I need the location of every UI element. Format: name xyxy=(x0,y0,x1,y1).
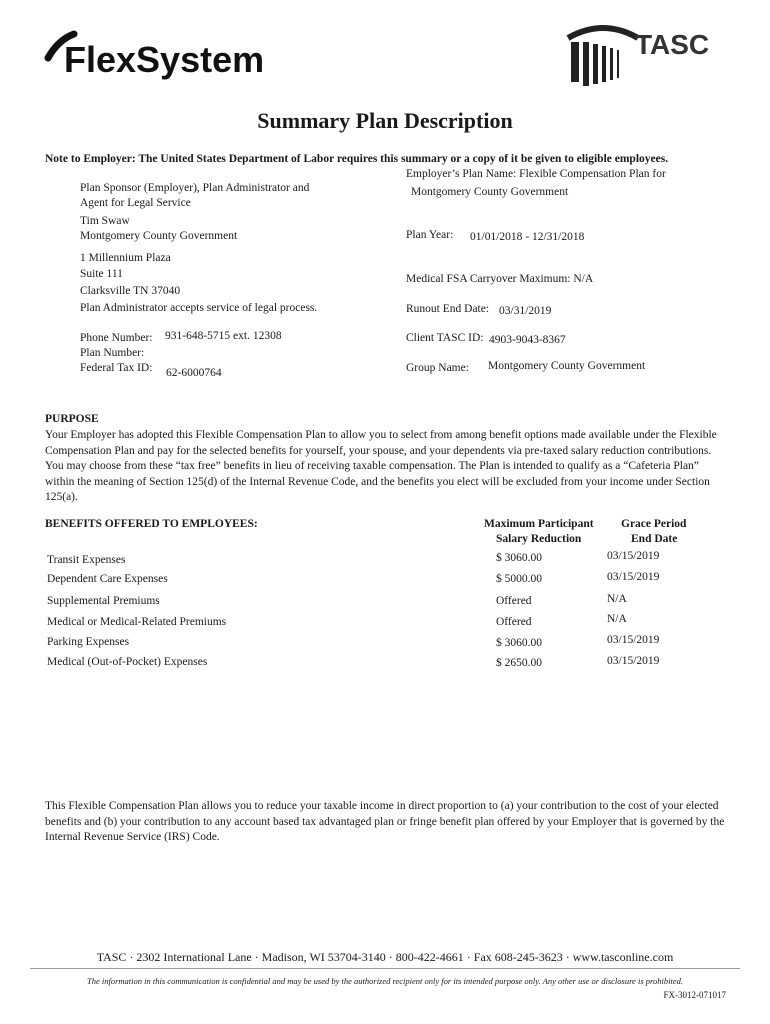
runout-label: Runout End Date: xyxy=(406,303,490,315)
svg-text:TASC: TASC xyxy=(635,29,710,60)
tax-id-value: 62-6000764 xyxy=(166,367,222,379)
footer-address: TASC · 2302 International Lane · Madison, WI 53704-3140 · 800-422-4661 · Fax 608-245-3623 · www.tasconline.com xyxy=(96,950,674,964)
benefit-grace: 03/15/2019 xyxy=(607,655,660,667)
benefit-name: Parking Expenses xyxy=(47,636,130,648)
fsa-carryover: Medical FSA Carryover Maximum: N/A xyxy=(406,273,594,285)
benefits-heading: BENEFITS OFFERED TO EMPLOYEES: xyxy=(45,518,258,530)
address-line2: Suite 111 xyxy=(80,268,123,280)
col-grace-header-1: Grace Period xyxy=(621,518,687,530)
employer-note: Note to Employer: The United States Department of Labor requires this summary or a copy of it be given to eligible employees. xyxy=(45,153,669,165)
address-line3: Clarksville TN 37040 xyxy=(80,285,181,297)
benefit-name: Medical or Medical-Related Premiums xyxy=(47,616,227,628)
client-id-label: Client TASC ID: xyxy=(406,332,484,344)
plan-year-value: 01/01/2018 - 12/31/2018 xyxy=(470,231,585,243)
group-name-value: Montgomery County Government xyxy=(488,360,646,372)
form-id: FX-3012-071017 xyxy=(663,990,726,1000)
legal-service-note: Plan Administrator accepts service of legal process. xyxy=(80,302,318,314)
col-max-header-1: Maximum Participant xyxy=(484,518,594,530)
benefit-max: $ 3060.00 xyxy=(496,637,542,649)
benefit-grace: 03/15/2019 xyxy=(607,634,660,646)
col-max-header-2: Salary Reduction xyxy=(496,533,582,545)
benefit-max: $ 2650.00 xyxy=(496,657,542,669)
footer-divider xyxy=(30,968,740,969)
purpose-heading: PURPOSE xyxy=(45,413,99,425)
benefit-grace: 03/15/2019 xyxy=(607,550,660,562)
sponsor-label-line1: Plan Sponsor (Employer), Plan Administrator and xyxy=(80,182,310,194)
contact-name: Tim Swaw xyxy=(80,215,130,227)
client-id-value: 4903-9043-8367 xyxy=(489,334,566,346)
benefit-max: $ 3060.00 xyxy=(496,552,542,564)
tax-id-label: Federal Tax ID: xyxy=(80,362,153,374)
tasc-logo xyxy=(563,20,723,90)
sponsor-label-line2: Agent for Legal Service xyxy=(80,197,191,209)
svg-text:FlexSystem: FlexSystem xyxy=(64,39,264,80)
col-grace-header-2: End Date xyxy=(631,533,678,545)
benefit-name: Medical (Out-of-Pocket) Expenses xyxy=(47,656,208,668)
plan-number-label: Plan Number: xyxy=(80,347,145,359)
benefit-grace: N/A xyxy=(607,593,627,605)
benefit-name: Supplemental Premiums xyxy=(47,595,160,607)
sponsor-org: Montgomery County Government xyxy=(80,230,238,242)
phone-label: Phone Number: xyxy=(80,332,153,344)
group-name-label: Group Name: xyxy=(406,362,469,374)
plan-name-line2: Montgomery County Government xyxy=(411,186,569,198)
benefit-grace: 03/15/2019 xyxy=(607,571,660,583)
runout-value: 03/31/2019 xyxy=(499,305,552,317)
confidentiality-disclaimer: The information in this communication is confidential and may be used by the authorized recipient only for its intended purpose only. Any other use or disclosure is prohibited. xyxy=(87,976,683,986)
benefit-max: $ 5000.00 xyxy=(496,573,542,585)
benefit-max: Offered xyxy=(496,595,532,607)
purpose-text: Your Employer has adopted this Flexible Compensation Plan to allow you to select from among benefit options made available under the Flexible Compensation Plan and pay for the selected benefits for yourself, your spouse, and your dependents via pre-taxed salary reduction contributions. You may choose from these “tax free” benefits in lieu of receiving taxable compensation. The Plan is intended to qualify as a “Cafeteria Plan” within the meaning of Section 125(d) of the Internal Revenue Code, and the benefits you elect will be excluded from your income under Section 125(a). xyxy=(45,429,717,503)
benefit-grace: N/A xyxy=(607,613,627,625)
benefit-name: Dependent Care Expenses xyxy=(47,573,168,585)
closing-text: This Flexible Compensation Plan allows you to reduce your taxable income in direct proportion to (a) your contribution to the cost of your elected benefits and (b) your contribution to any account based tax advantaged plan or fringe benefit plan offered by your Employer that is governed by the Internal Revenue Service (IRS) Code. xyxy=(45,800,725,843)
benefit-name: Transit Expenses xyxy=(47,554,126,566)
phone-value: 931-648-5715 ext. 12308 xyxy=(165,330,282,342)
page-title: Summary Plan Description xyxy=(257,108,513,133)
flexsystem-logo xyxy=(44,20,264,90)
address-line1: 1 Millennium Plaza xyxy=(80,252,171,264)
plan-name-line1: Employer’s Plan Name: Flexible Compensation Plan for xyxy=(406,168,666,180)
benefit-max: Offered xyxy=(496,616,532,628)
plan-year-label: Plan Year: xyxy=(406,229,454,241)
